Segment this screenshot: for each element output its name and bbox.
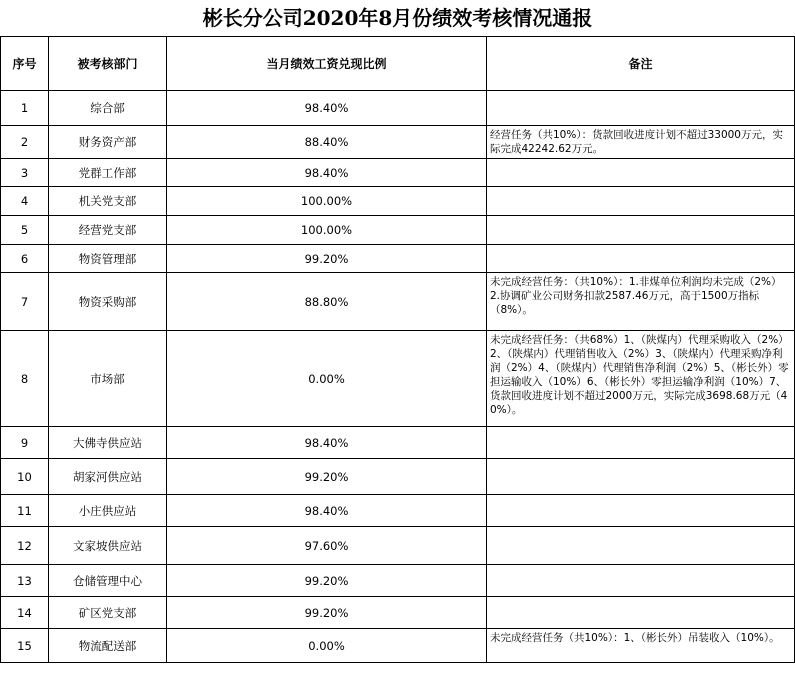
header-row [1,37,795,91]
row-dept: 物资采购部 [49,273,167,331]
row-dept: 小庄供应站 [49,495,167,527]
row-note [487,597,795,629]
row-ratio: 99.20% [167,565,487,597]
row-ratio: 0.00% [167,331,487,427]
header-no: 序号 [1,37,49,91]
row-dept: 胡家河供应站 [49,459,167,495]
row-no: 15 [1,629,49,663]
table-row [1,629,795,663]
row-dept: 党群工作部 [49,159,167,187]
table-row [1,159,795,187]
row-dept: 矿区党支部 [49,597,167,629]
table-row [1,126,795,159]
row-no: 6 [1,245,49,273]
row-ratio: 88.40% [167,126,487,159]
row-no: 5 [1,216,49,245]
row-no: 4 [1,187,49,216]
row-ratio: 98.40% [167,159,487,187]
table-row [1,459,795,495]
row-dept: 大佛寺供应站 [49,427,167,459]
row-note [487,527,795,565]
table-row [1,245,795,273]
performance-table [0,36,795,663]
row-no: 13 [1,565,49,597]
row-note [487,495,795,527]
table-row [1,91,795,126]
row-no: 7 [1,273,49,331]
row-ratio: 0.00% [167,629,487,663]
row-note [487,245,795,273]
row-dept: 物资管理部 [49,245,167,273]
table-row [1,427,795,459]
row-note: 未完成经营任务：（共68%）1、（陕煤内）代理采购收入（2%）2、（陕煤内）代理销售收入（2%）3、（陕煤内）代理采购净利润（2%）4、（陕煤内）代理销售净利润（2%）5、（彬长外）零担运输收入（10%）6、（彬长外）零担运输净利润（10%）7、货款回收进度计划不超过2000万元，实际完成3698.68万元（40%）。 [487,331,795,427]
table-row [1,565,795,597]
row-dept: 财务资产部 [49,126,167,159]
row-note: 经营任务（共10%）：货款回收进度计划不超过33000万元，实际完成42242.62万元。 [487,126,795,159]
table-row [1,597,795,629]
row-note [487,427,795,459]
row-dept: 机关党支部 [49,187,167,216]
header-note: 备注 [487,37,795,91]
row-note [487,91,795,126]
row-no: 9 [1,427,49,459]
table-row [1,527,795,565]
row-note [487,459,795,495]
header-ratio: 当月绩效工资兑现比例 [167,37,487,91]
table-row [1,187,795,216]
row-ratio: 100.00% [167,187,487,216]
row-note: 未完成经营任务（共10%）：1、（彬长外）吊装收入（10%）。 [487,629,795,663]
row-no: 12 [1,527,49,565]
row-no: 8 [1,331,49,427]
row-note [487,187,795,216]
row-dept: 物流配送部 [49,629,167,663]
row-note [487,216,795,245]
row-ratio: 99.20% [167,245,487,273]
row-ratio: 98.40% [167,495,487,527]
row-dept: 市场部 [49,331,167,427]
row-note [487,565,795,597]
row-no: 14 [1,597,49,629]
row-no: 10 [1,459,49,495]
row-ratio: 98.40% [167,91,487,126]
table-row [1,273,795,331]
row-note [487,159,795,187]
row-ratio: 99.20% [167,597,487,629]
row-no: 11 [1,495,49,527]
row-dept: 经营党支部 [49,216,167,245]
row-no: 2 [1,126,49,159]
row-dept: 文家坡供应站 [49,527,167,565]
row-no: 1 [1,91,49,126]
table-row [1,331,795,427]
row-note: 未完成经营任务：（共10%）：1.非煤单位利润均未完成（2%）2.协调矿业公司财务扣款2587.46万元，高于1500万指标（8%）。 [487,273,795,331]
row-ratio: 98.40% [167,427,487,459]
row-ratio: 100.00% [167,216,487,245]
row-dept: 综合部 [49,91,167,126]
row-dept: 仓储管理中心 [49,565,167,597]
table-row [1,216,795,245]
page-title: 彬长分公司2020年8月份绩效考核情况通报 [202,6,593,30]
table-row [1,495,795,527]
row-ratio: 97.60% [167,527,487,565]
row-ratio: 99.20% [167,459,487,495]
row-no: 3 [1,159,49,187]
row-ratio: 88.80% [167,273,487,331]
header-dept: 被考核部门 [49,37,167,91]
